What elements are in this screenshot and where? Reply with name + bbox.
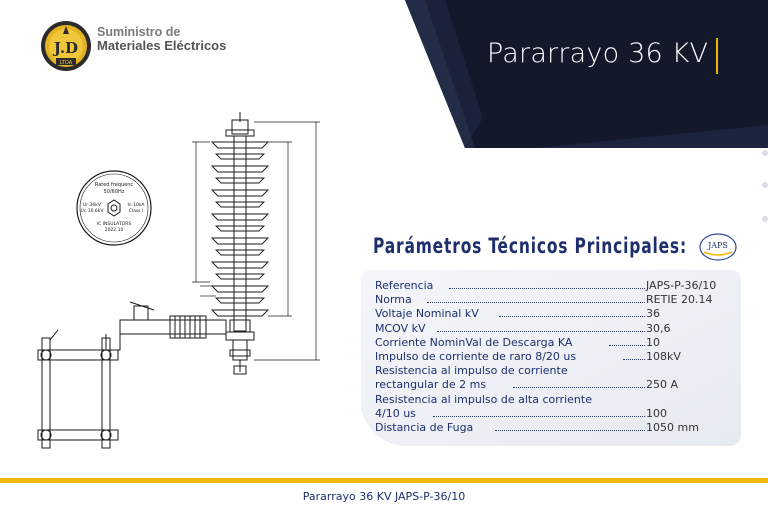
param-label: Voltaje Nominal kV [375, 307, 479, 321]
param-row [375, 322, 735, 336]
parameters-list [375, 279, 735, 435]
param-label: Corriente NominVal de Descarga KA [375, 335, 573, 349]
nameplate-ur: Ur 36kV [83, 203, 101, 208]
footer-caption: Pararrayo 36 KV JAPS-P-36/10 [302, 490, 466, 503]
mounting-bracket [38, 302, 226, 448]
param-row [375, 378, 735, 392]
param-label: Impulso de corriente de raro 8/20 us [375, 349, 577, 363]
parameters-panel [361, 270, 741, 446]
param-label: Resistencia al impulso de alta corriente [375, 392, 592, 406]
param-value: 30,6 [646, 321, 671, 335]
nameplate-year: 2022.10 [104, 228, 124, 233]
param-value: 250 A [646, 378, 679, 392]
side-mark [762, 150, 768, 156]
nameplate-ic: IC INSULATORS [96, 222, 132, 227]
logo-letters: J.D [53, 39, 79, 57]
nameplate-in: In 10kA [127, 203, 145, 208]
param-value: 108kV [646, 349, 681, 363]
param-value: RETIE 20.14 [646, 293, 713, 307]
param-label: MCOV kV [375, 321, 426, 335]
param-row [375, 307, 735, 321]
param-row [375, 279, 735, 293]
param-value: 10 [646, 335, 660, 349]
param-value: 36 [646, 307, 660, 321]
param-row [375, 336, 735, 350]
nameplate-rated: Rated frequenc [94, 182, 134, 188]
page-title: Pararrayo 36 KV [487, 38, 709, 69]
company-logo [40, 20, 92, 72]
nameplate-class: Class I [128, 209, 144, 214]
param-label: Resistencia al impulso de corriente [375, 364, 568, 378]
param-label: Norma [375, 293, 412, 307]
footer-accent-line [0, 478, 768, 483]
arrester-body [212, 112, 268, 374]
param-label: rectangular de 2 ms [375, 378, 487, 392]
company-line2: Materiales Eléctricos [97, 38, 227, 53]
param-row [375, 421, 735, 435]
param-row [375, 293, 735, 307]
param-label: Distancia de Fuga [375, 420, 474, 434]
company-line1: Suministro de [97, 25, 181, 39]
param-row [375, 407, 735, 421]
parameters-title: Parámetros Técnicos Principales: [373, 234, 687, 258]
param-row [375, 364, 735, 378]
dimension-lines [192, 122, 320, 360]
param-value: JAPS-P-36/10 [646, 279, 717, 292]
company-name [97, 25, 226, 53]
nameplate-freq: 50/60Hz [103, 189, 125, 195]
title-accent-bar [716, 38, 718, 74]
side-mark [762, 216, 768, 222]
header-banner [405, 0, 768, 148]
japs-badge-text: JAPS [708, 241, 728, 250]
param-label: 4/10 us [375, 406, 416, 420]
param-label: Referencia [375, 279, 434, 292]
param-row [375, 350, 735, 364]
nameplate [77, 171, 151, 245]
param-value: 100 [646, 406, 667, 420]
logo-sub: LTDA [59, 60, 73, 66]
nameplate-uc: Uc 30,6kV [80, 209, 104, 214]
side-mark [762, 182, 768, 188]
arrester-drawing [30, 110, 340, 465]
japs-logo [698, 232, 738, 262]
param-row [375, 393, 735, 407]
param-value: 1050 mm [646, 420, 699, 434]
